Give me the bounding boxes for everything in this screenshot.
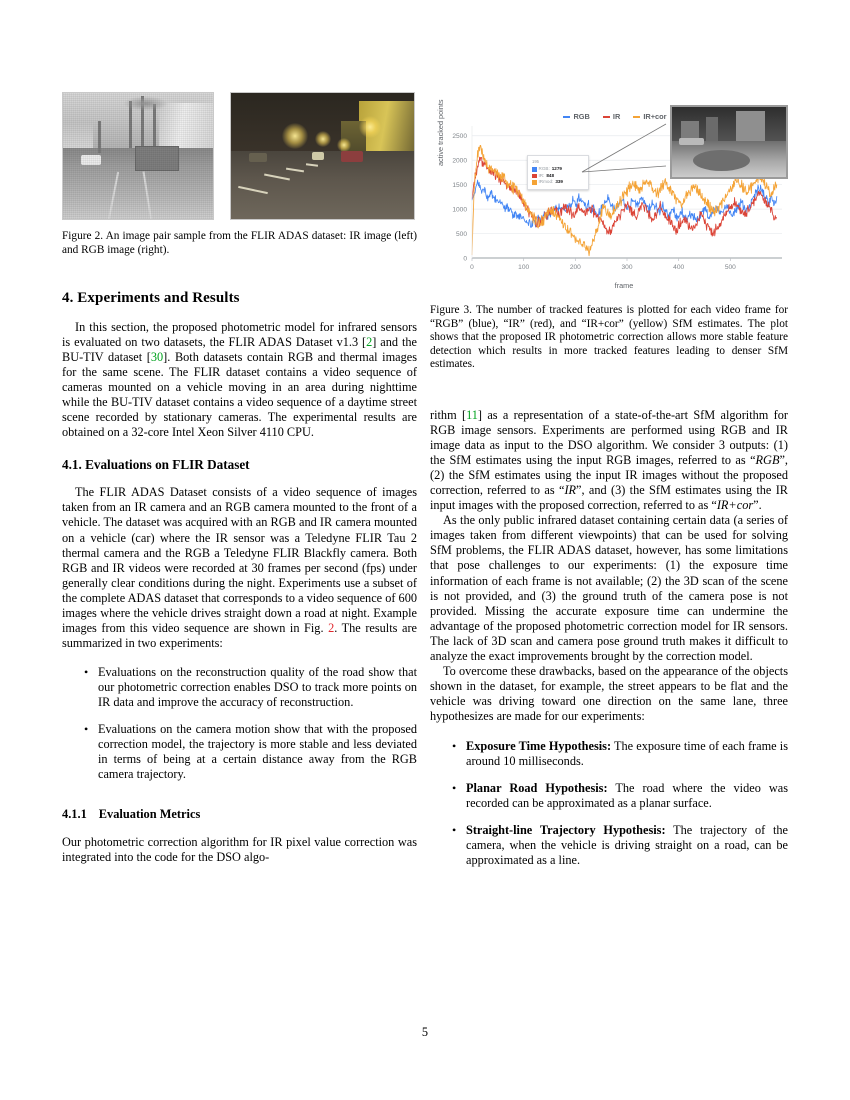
subsubsection-411-heading [62,807,417,822]
tooltip-swatch-irmod [532,180,537,185]
tooltip-label-rgb: RGB: [538,166,550,172]
rgb-image [230,92,415,220]
svg-text:200: 200 [569,264,581,271]
term-ircor: IR+cor [716,498,754,513]
section-4-paragraph-1 [62,320,417,440]
legend-label-rgb: RGB [573,112,590,121]
tracked-features-chart [430,99,788,290]
legend-swatch-rgb [563,116,570,118]
experiments-bullet-list [62,665,417,782]
svg-text:100: 100 [518,264,530,271]
svg-text:300: 300 [621,264,633,271]
hypotheses-bullet-list [430,739,788,868]
rpara1-part2a: ] as a representation of a state-of-the-art SfM algorithm for RGB image sensors. Experiments are performed using RGB and IR image data as input to the DSO algorithm. We consider 3 outputs: (1) the SfM estimates using the input RGB images, referred to as “ [430,408,789,468]
figure-3 [430,99,788,372]
subsection-41-paragraph [62,485,417,651]
svg-text:500: 500 [724,264,736,271]
svg-text:2500: 2500 [452,133,467,141]
left-column [62,290,417,865]
legend-swatch-ir [603,116,610,118]
para2-part1: The FLIR ADAS Dataset consists of a video sequence of images taken from an IR camera and an RGB camera mounted to the front of a vehicle. The dataset was acquired with an RGB and IR camera mounted on a vehicle (car) where the IR sensor was a Teledyne FLIR Tau 2 thermal camera and the RGB a Teledyne FLIR Blackfly camera. Both RGB and IR videos were recorded at 30 frames per second (fps) under generally clear conditions during the night. Experiments use a subset of the complete ADAS dataset that corresponds to a video sequence of 600 images where the vehicle drives straight down a road at night. Example images from this video sequence are shown in Fig. [62,485,417,635]
subsubsection-411-title: Evaluation Metrics [98,807,201,822]
tooltip-label-ir: IR: [538,172,545,178]
tooltip-swatch-rgb [532,167,537,172]
page-number: 5 [421,1025,429,1039]
list-item [454,823,788,868]
tooltip-value-ir: 848 [546,172,555,178]
subsubsection-411-number: 4.1.1 [62,807,87,822]
legend-item-ircor [633,112,666,121]
figure-3-caption-text: The number of tracked features is plotted for each video frame for “RGB” (blue), “IR” (red), and “IR+cor” (yellow) SfM estimates. The plot shows that the proposed IR photometric correction allows more stable feature detection which results in more tracked features leading to denser SfM estimates. [430,304,788,371]
tooltip-value-irmod: 339 [555,179,563,185]
chart-tooltip [527,155,589,190]
hypothesis-1-label: Exposure Time Hypothesis: [466,738,612,753]
figure-3-caption [430,304,788,372]
svg-text:0: 0 [470,264,474,271]
rpara1-part1: rithm [ [430,408,467,422]
hypothesis-3-text: The trajectory of the camera, when the vehicle is driving straight on a road, can be approximated as a line. [466,823,788,868]
figure-2-caption-text: An image pair sample from the FLIR ADAS dataset: IR image (left) and RGB image (right). [62,230,417,256]
chart-x-axis-label: frame [614,281,634,290]
svg-text:400: 400 [673,264,685,271]
figure-2-caption [62,230,417,257]
right-paragraph-2: As the only public infrared dataset containing certain data (a series of images taken from different viewpoints) that can be used for solving SfM problems, the FLIR ADAS dataset, however, has some limitations that pose challenges to our experiments: (1) the exposure time information of each frame is not available; (2) the 3D scan of the scene is not provided, and (3) the ground truth of the camera pose is not provided. Missing the accurate exposure time can undermine the advantage of the proposed photometric correction model for IR sensors. The lack of 3D scan and camera pose ground truth makes it difficult to analyze the exact improvements brought by the correction model. [430,513,788,663]
legend-label-ir: IR [612,112,621,121]
figure-2-caption-label: Figure 2. [62,230,104,242]
bullet-1-text: Evaluations on the reconstruction quality of the road show that our photometric correction enables DSO to track more points on IR data and improve the accuracy of reconstruction. [98,664,417,709]
list-item [454,739,788,769]
legend-swatch-ircor [633,116,640,118]
hypothesis-2-text: The road where the video was recorded can be approximated as a planar surface. [466,781,789,811]
list-item [454,781,788,811]
svg-text:1500: 1500 [452,182,467,190]
citation-30[interactable]: 30 [150,350,164,365]
subsubsection-411-paragraph: Our photometric correction algorithm for IR pixel value correction was integrated into the code for the DSO algo- [62,835,417,865]
figure-2 [62,92,417,257]
para1-part1: In this section, the proposed photometric model for infrared sensors is evaluated on two datasets, the FLIR ADAS Dataset v1.3 [ [62,320,417,350]
svg-text:2000: 2000 [452,157,467,165]
para1-part3: ]. Both datasets contain RGB and thermal images for the same scene. The FLIR dataset contains a video sequence of cameras mounted on a vehicle moving in an area during nighttime while the BU-TIV dataset contains a video sequence of a daytime street scene recorded by stationary cameras. The experimental results are obtained on a 32-core Intel Xeon Silver 4110 CPU. [62,350,417,440]
hypothesis-1-text: The exposure time of each frame is around 10 milliseconds. [466,738,788,769]
para1-part2: ] and the BU-TIV dataset [ [62,335,417,365]
rpara1-part2d: ”. [753,498,762,513]
legend-label-ircor: IR+cor [643,112,667,121]
ir-image [62,92,214,220]
legend-item-rgb [563,112,589,121]
rpara1-part2c: ”, and (3) the SfM estimates using the IR input images with the proposed correction, referred to as “ [430,483,788,513]
tooltip-value-rgb: 1279 [551,166,562,172]
chart-inset-image [670,105,788,179]
figure-3-caption-label: Figure 3. [430,304,472,316]
hypothesis-2-label: Planar Road Hypothesis: [466,781,608,796]
right-paragraph-1 [430,408,788,513]
hypothesis-3-label: Straight-line Trajectory Hypothesis: [466,823,666,838]
tooltip-row-irmod [532,179,585,185]
section-4-heading: 4. Experiments and Results [62,290,240,306]
right-paragraph-3: To overcome these drawbacks, based on the appearance of the objects shown in the dataset, for example, the street appears to be flat and the vehicle was driving toward one direction on the same lane, three hypothesizes are made for our experiments: [430,663,788,723]
svg-text:500: 500 [455,230,467,238]
tooltip-frame: 195 [532,159,539,164]
bullet-2-text: Evaluations on the camera motion show that with the proposed correction model, the trajectory is more stable and less deviated in terms of being at a certain distance away from the RGB camera trajectory. [98,722,417,782]
right-column [430,408,788,868]
tooltip-swatch-ir [532,174,537,179]
list-item [86,722,417,782]
subsection-41-heading: 4.1. Evaluations on FLIR Dataset [62,457,250,473]
citation-11[interactable]: 11 [466,408,478,422]
list-item [86,665,417,710]
para2-part2: . The results are summarized in two experiments: [62,620,417,650]
legend-item-ir [603,112,620,121]
citation-2[interactable]: 2 [366,335,373,350]
figure-ref-2[interactable]: 2 [328,620,335,635]
rpara1-part2b: ”, (2) the SfM estimates using the input IR images without the proposed correction, referred to as “ [430,453,788,498]
svg-text:1000: 1000 [452,206,467,214]
svg-text:0: 0 [463,255,467,263]
term-ir: IR [564,483,577,498]
figure-2-images [62,92,417,220]
chart-y-axis-label: active tracked points [436,99,445,166]
tooltip-label-irmod: IRmod: [538,179,554,185]
term-rgb: RGB [755,453,780,468]
